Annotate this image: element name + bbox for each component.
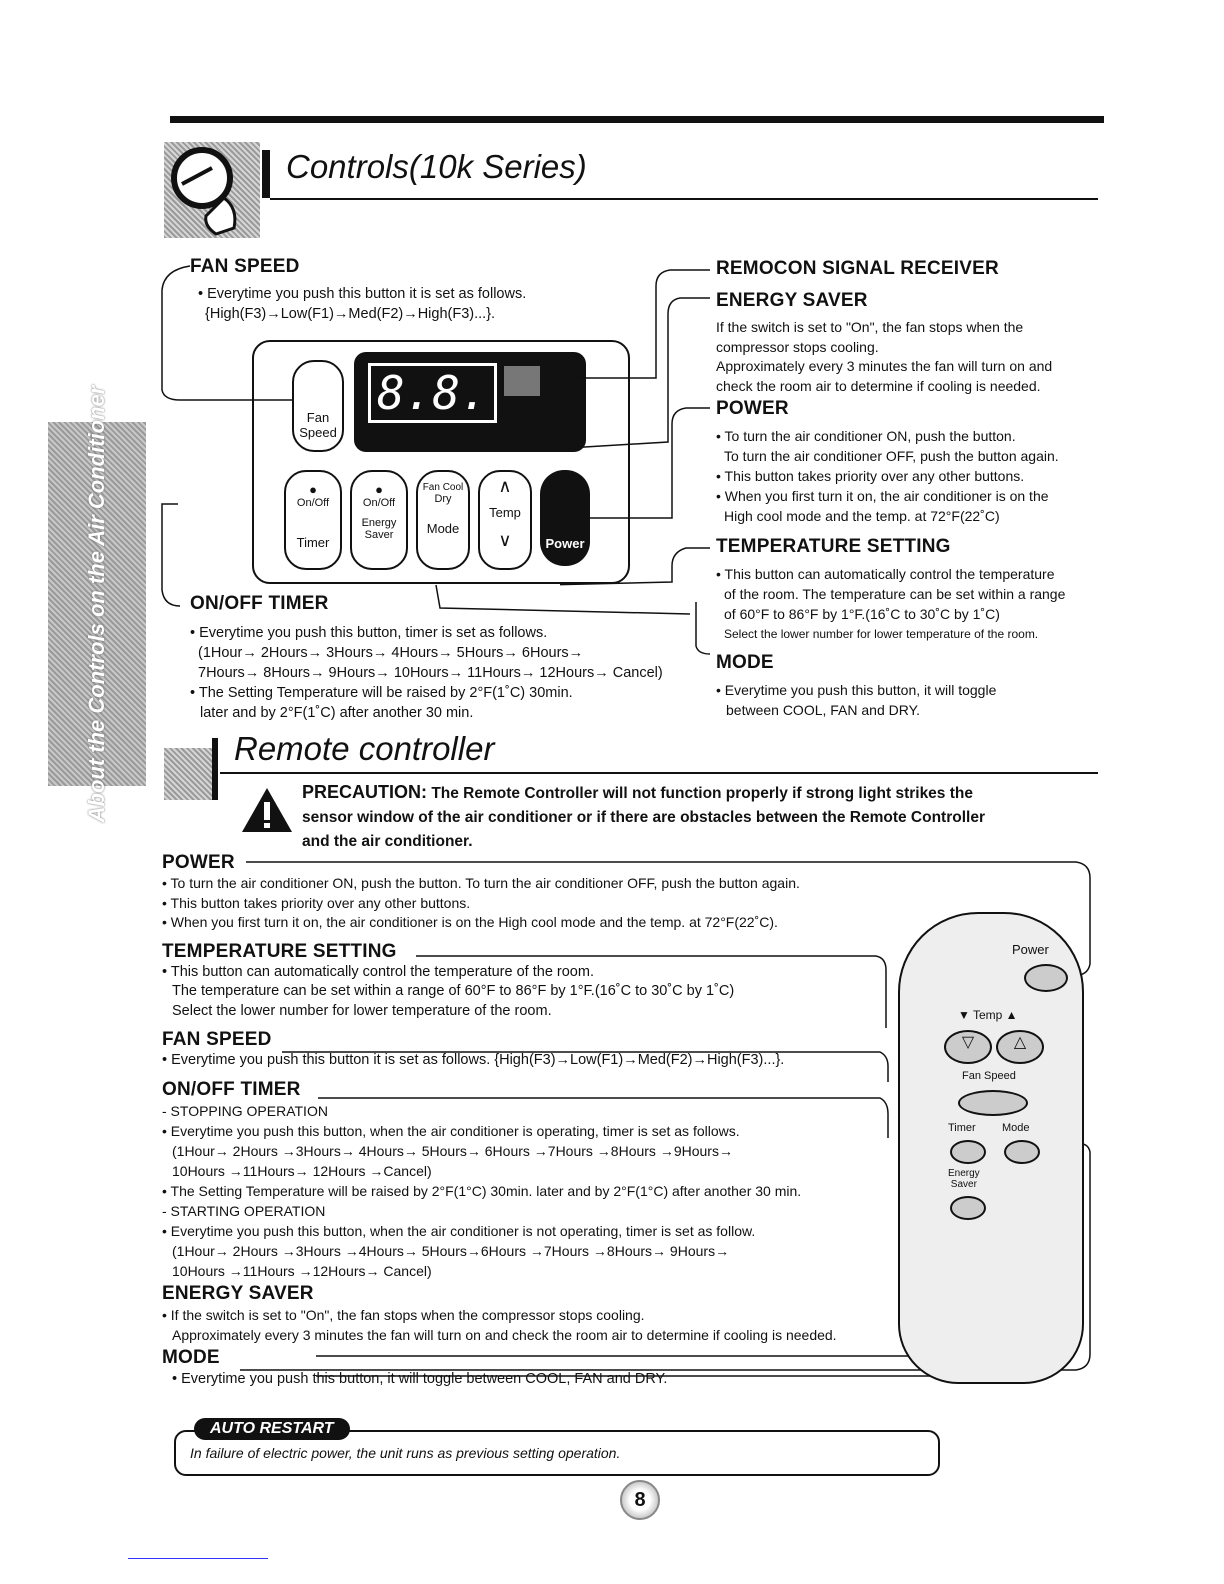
button-label: Speed: [299, 425, 337, 440]
led-dot: ●: [309, 482, 317, 497]
button-label: Mode: [426, 521, 460, 536]
text-line: later and by 2°F(1˚C) after another 30 min.: [200, 705, 474, 721]
button-label: Temp: [489, 505, 521, 520]
remote-header-rule: [220, 772, 1098, 774]
remote-timer-heading: ON/OFF TIMER: [162, 1078, 301, 1100]
auto-restart-text: In failure of electric power, the unit runs as previous setting operation.: [190, 1445, 621, 1461]
remote-mode-button[interactable]: [1004, 1140, 1040, 1164]
mode-text: [716, 680, 1116, 720]
text-line: - STARTING OPERATION: [162, 1202, 326, 1219]
text-line: {High(F3)→Low(F1)→Med(F2)→High(F3)...}.: [205, 306, 496, 322]
header-rule: [270, 198, 1098, 200]
precaution-text: sensor window of the air conditioner or if there are obstacles between the Remote Controller: [302, 809, 985, 826]
text-line: • Everytime you push this button it is set as follows. {High(F3)→Low(F1)→Med(F2)→High(F3)...}.: [162, 1052, 785, 1068]
remote-controller: [898, 912, 1084, 1384]
temperature-setting-text: [716, 564, 1116, 644]
up-arrow-icon: ∧: [498, 476, 512, 496]
remote-fan-heading: FAN SPEED: [162, 1029, 272, 1050]
text-line: of 60°F to 86°F by 1°F.(16˚C to 30˚C by 1˚C): [724, 606, 1000, 622]
remote-energy-heading: ENERGY SAVER: [162, 1282, 314, 1304]
hand-press-icon: [164, 142, 260, 238]
text-line: If the switch is set to "On", the fan stops when the: [716, 319, 1024, 335]
footer-link-rule: [128, 1558, 268, 1559]
precaution-block: [302, 780, 1102, 854]
header-bar: [262, 150, 270, 198]
remote-temp-label: ▼ Temp ▲: [958, 1008, 1018, 1022]
text-line: Select the lower number for lower temperature of the room.: [724, 627, 1039, 641]
button-label: On/Off: [362, 497, 396, 509]
button-label: Fan Cool: [422, 482, 464, 493]
side-tab: [48, 385, 146, 823]
text-line: To turn the air conditioner OFF, push the button again.: [724, 448, 1059, 464]
led-display: [354, 352, 586, 452]
temperature-setting-heading: TEMPERATURE SETTING: [716, 536, 951, 557]
remocon-heading: REMOCON SIGNAL RECEIVER: [716, 258, 999, 279]
text-line: compressor stops cooling.: [716, 338, 879, 355]
text-line: • Everytime you push this button, it will toggle: [716, 682, 997, 698]
remote-energy-saver-button[interactable]: [950, 1196, 986, 1220]
energy-saver-text: [716, 318, 1116, 396]
text-line: • This button can automatically control the temperature: [716, 566, 1055, 582]
auto-restart-label: AUTO RESTART: [194, 1418, 350, 1440]
right-callout-lines: [560, 262, 720, 682]
text-line: (1Hour→ 2Hours→ 3Hours→ 4Hours→ 5Hours→ 6Hours→: [198, 645, 584, 661]
led-dot: ●: [375, 482, 383, 497]
page-number: 8: [620, 1480, 660, 1520]
text-line: • Everytime you push this button, when the air conditioner is operating, timer is set as follows.: [162, 1122, 740, 1139]
text-line: check the room air to determine if cooling is needed.: [716, 377, 1041, 394]
remote-fan-speed-button[interactable]: [958, 1090, 1028, 1116]
side-tab-label: About the Controls on the Air Conditioner: [84, 385, 109, 823]
remote-power-button[interactable]: [1024, 964, 1068, 992]
text-line: • This button takes priority over any other buttons.: [716, 468, 1025, 484]
text-line: • Everytime you push this button, when the air conditioner is not operating, timer is set as follow.: [162, 1222, 756, 1239]
remote-timer-button[interactable]: [950, 1140, 986, 1164]
text-line: 10Hours →11Hours→ 12Hours →Cancel): [172, 1162, 432, 1179]
text-line: • When you first turn it on, the air conditioner is on the High cool mode and the temp. at 72°F(22˚C).: [162, 914, 778, 930]
temp-down-button[interactable]: ▽: [944, 1030, 992, 1064]
label-line: Saver: [950, 1179, 977, 1190]
mode-heading: MODE: [716, 652, 774, 673]
right-annotations: [716, 258, 1116, 720]
text-line: between COOL, FAN and DRY.: [726, 702, 921, 718]
precaution-text: and the air conditioner.: [302, 833, 473, 850]
text-line: • Everytime you push this button, it will toggle between COOL, FAN and DRY.: [172, 1370, 668, 1387]
onoff-timer-heading: ON/OFF TIMER: [190, 593, 329, 614]
remote-header-bar: [212, 738, 218, 800]
text-line: • This button takes priority over any other buttons.: [162, 894, 471, 911]
top-rule: [170, 116, 1104, 123]
remocon-signal-receiver: [504, 366, 540, 396]
energy-saver-heading: ENERGY SAVER: [716, 290, 868, 311]
remote-fan-label: Fan Speed: [962, 1070, 1016, 1082]
remote-timer-label: Timer: [948, 1122, 976, 1134]
text-line: of the room. The temperature can be set within a range: [724, 586, 1066, 602]
text-line: High cool mode and the temp. at 72°F(22˚C): [724, 508, 1000, 524]
precaution-text: The Remote Controller will not function properly if strong light strikes the: [431, 785, 973, 802]
text-line: • The Setting Temperature will be raised by 2°F(1˚C) 30min.: [190, 685, 573, 701]
text-line: - STOPPING OPERATION: [162, 1102, 328, 1119]
power-text: [716, 426, 1116, 526]
text-line: 10Hours →11Hours →12Hours→ Cancel): [172, 1262, 432, 1279]
text-line: • If the switch is set to "On", the fan stops when the compressor stops cooling.: [162, 1306, 645, 1323]
remote-power-heading: POWER: [162, 852, 235, 873]
button-label: Energy: [361, 517, 397, 529]
remote-title: Remote controller: [234, 730, 495, 767]
text-line: • This button can automatically control the temperature of the room.: [162, 963, 594, 980]
page-title: Controls(10k Series): [286, 148, 587, 185]
text-line: Select the lower number for lower temperature of the room.: [172, 1002, 552, 1019]
temp-button[interactable]: [478, 470, 532, 570]
temperature-display: 8.8.: [368, 363, 497, 423]
button-label: Saver: [364, 529, 394, 541]
button-label: Timer: [296, 535, 330, 550]
onoff-button[interactable]: [284, 470, 342, 570]
text-line: (1Hour→ 2Hours →3Hours →4Hours→ 5Hours→6Hours →7Hours →8Hours→ 9Hours→: [172, 1242, 730, 1259]
text-line: (1Hour→ 2Hours →3Hours→ 4Hours→ 5Hours→ 6Hours →7Hours →8Hours →9Hours→: [172, 1142, 733, 1159]
remote-mode-label: Mode: [1002, 1122, 1030, 1134]
text-line: • Everytime you push this button it is set as follows.: [198, 286, 527, 302]
fan-speed-button[interactable]: [292, 360, 344, 452]
remote-mode-heading: MODE: [162, 1346, 220, 1368]
warning-icon: [240, 786, 294, 834]
text-line: Approximately every 3 minutes the fan will turn on and check the room air to determine if cooling is needed.: [172, 1326, 837, 1343]
text-line: • Everytime you push this button, timer is set as follows.: [190, 625, 548, 641]
text-line: 7Hours→ 8Hours→ 9Hours→ 10Hours→ 11Hours→ 12Hours→ Cancel): [198, 665, 663, 681]
text-line: • The Setting Temperature will be raised by 2°F(1°C) 30min. later and by 2°F(1°C) after another 30 min.: [162, 1182, 802, 1199]
remote-energy-label: [948, 1168, 980, 1190]
remote-temp-heading: TEMPERATURE SETTING: [162, 940, 397, 962]
button-label: Dry: [434, 493, 452, 505]
text-line: • To turn the air conditioner ON, push the button. To turn the air conditioner OFF, push the button again.: [162, 875, 800, 891]
text-line: Approximately every 3 minutes the fan will turn on and: [716, 358, 1053, 374]
temp-up-button[interactable]: △: [996, 1030, 1044, 1064]
remote-header-box: [164, 748, 212, 800]
button-label: Power: [545, 536, 585, 551]
text-line: • To turn the air conditioner ON, push the button.: [716, 428, 1016, 444]
remote-power-label: Power: [1012, 942, 1049, 957]
label-line: Energy: [948, 1168, 980, 1179]
mode-button[interactable]: [416, 470, 470, 570]
button-label: Fan: [306, 410, 330, 425]
energy-saver-button[interactable]: [350, 470, 408, 570]
text-line: • When you first turn it on, the air conditioner is on the: [716, 488, 1049, 504]
button-label: On/Off: [296, 497, 330, 509]
power-heading: POWER: [716, 398, 789, 419]
fan-speed-heading: FAN SPEED: [190, 256, 300, 277]
text-line: The temperature can be set within a range of 60°F to 86°F by 1°F.(16˚C to 30˚C by 1˚C): [172, 983, 735, 999]
precaution-label: PRECAUTION:: [302, 782, 427, 802]
controls-header-icon: [164, 142, 260, 238]
down-arrow-icon: ∨: [498, 530, 512, 550]
